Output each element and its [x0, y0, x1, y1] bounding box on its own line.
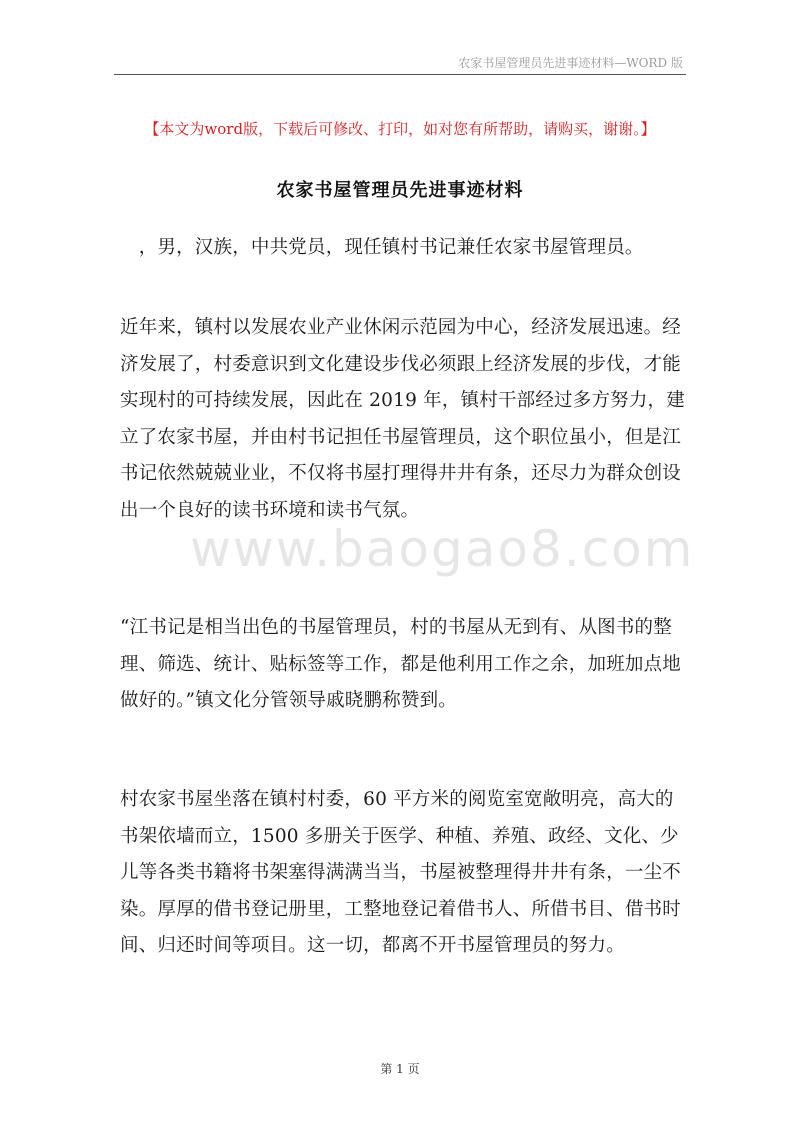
page-number: 第 1 页 — [380, 1062, 420, 1076]
paragraph-line: 间、归还时间等项目。这一切，都离不开书屋管理员的努力。 — [120, 935, 625, 957]
paragraph-line: ，男，汉族，中共党员，现任镇村书记兼任农家书屋管理员。 — [120, 237, 644, 258]
paragraph-line: 做好的。”镇文化分管领导戚晓鹏称赞到。 — [120, 690, 458, 712]
paragraph-line: “江书记是相当出色的书屋管理员，村的书屋从无到有、从图书的整 — [120, 617, 672, 638]
paragraph-intro — [120, 230, 686, 267]
running-header: 农家书屋管理员先进事迹材料—WORD 版 — [458, 56, 683, 70]
paragraph-line: 儿等各类书籍将书架塞得满满当当，书屋被整理得井井有条，一尘不 — [120, 862, 682, 884]
paragraph-line: 实现村的可持续发展，因此在 2019 年，镇村干部经过多方努力，建 — [120, 390, 685, 412]
header-divider — [114, 74, 686, 75]
paragraph-line: 出一个良好的读书环境和读书气氛。 — [120, 499, 420, 521]
paragraph-line: 书架依墙而立，1500 多册关于医学、种植、养殖、政经、文化、少 — [120, 825, 679, 847]
purchase-notice: 【本文为word版，下载后可修改、打印，如对您有所帮助，请购买，谢谢。】 — [144, 120, 656, 138]
paragraph-line: 立了农家书屋，并由村书记担任书屋管理员，这个职位虽小，但是江 — [120, 426, 682, 448]
paragraph-line: 理、筛选、统计、贴标签等工作，都是他利用工作之余，加班加点地 — [120, 653, 682, 675]
paragraph-line: 近年来，镇村以发展农业产业休闲示范园为中心，经济发展迅速。经 — [120, 317, 682, 338]
paragraph-quote — [120, 610, 686, 720]
paragraph-library-description — [120, 782, 686, 965]
paragraph-line: 济发展了，村委意识到文化建设步伐必须跟上经济发展的步伐，才能 — [120, 353, 682, 375]
paragraph-background — [120, 310, 686, 530]
paragraph-line: 村农家书屋坐落在镇村村委，60 平方米的阅览室宽敞明亮，高大的 — [120, 789, 674, 810]
document-title: 农家书屋管理员先进事迹材料 — [276, 180, 524, 201]
paragraph-line: 书记依然兢兢业业，不仅将书屋打理得井井有条，还尽力为群众创设 — [120, 463, 682, 485]
watermark: www.baogao8.com — [190, 520, 695, 578]
paragraph-line: 染。厚厚的借书登记册里，工整地登记着借书人、所借书目、借书时 — [120, 898, 682, 920]
